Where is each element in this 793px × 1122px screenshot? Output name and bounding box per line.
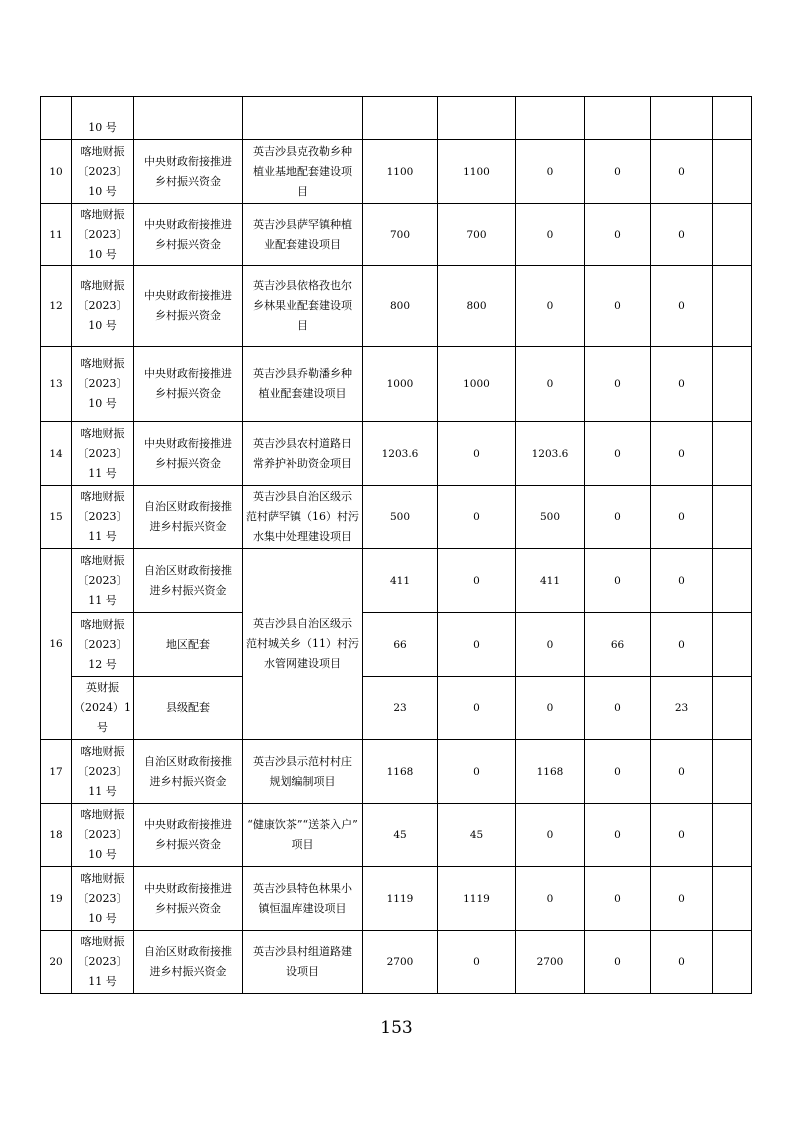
project-name-cell: 英吉沙县示范村村庄 规划编制项目 bbox=[243, 740, 363, 804]
central-amount-cell: 0 bbox=[438, 677, 516, 740]
remarks-cell bbox=[713, 549, 752, 613]
fund-source-cell bbox=[134, 97, 243, 140]
remarks-cell bbox=[713, 204, 752, 266]
fund-source-cell: 自治区财政衔接推 进乡村振兴资金 bbox=[134, 549, 243, 613]
central-amount-cell: 1119 bbox=[438, 867, 516, 931]
region-amount-cell: 1203.6 bbox=[516, 422, 585, 486]
central-amount-cell: 0 bbox=[438, 931, 516, 994]
project-name-cell bbox=[243, 97, 363, 140]
county-amount-cell: 0 bbox=[651, 347, 713, 422]
remarks-cell bbox=[713, 266, 752, 347]
county-amount-cell bbox=[651, 97, 713, 140]
central-amount-cell bbox=[438, 97, 516, 140]
row-number-cell: 13 bbox=[41, 347, 72, 422]
fund-source-cell: 自治区财政衔接推 进乡村振兴资金 bbox=[134, 740, 243, 804]
prefecture-amount-cell: 0 bbox=[585, 266, 651, 347]
doc-number-cell: 喀地财振 〔2023〕 11 号 bbox=[72, 422, 134, 486]
fund-source-cell: 地区配套 bbox=[134, 613, 243, 677]
table-row bbox=[41, 422, 752, 486]
fund-source-cell: 中央财政衔接推进 乡村振兴资金 bbox=[134, 422, 243, 486]
county-amount-cell: 0 bbox=[651, 266, 713, 347]
fund-source-cell: 县级配套 bbox=[134, 677, 243, 740]
total-amount-cell: 2700 bbox=[363, 931, 438, 994]
prefecture-amount-cell: 0 bbox=[585, 140, 651, 204]
table-row bbox=[41, 140, 752, 204]
total-amount-cell: 1119 bbox=[363, 867, 438, 931]
central-amount-cell: 1100 bbox=[438, 140, 516, 204]
table-row bbox=[41, 97, 752, 140]
region-amount-cell: 2700 bbox=[516, 931, 585, 994]
doc-number-cell: 喀地财振 〔2023〕 11 号 bbox=[72, 931, 134, 994]
row-number-cell: 10 bbox=[41, 140, 72, 204]
total-amount-cell: 1000 bbox=[363, 347, 438, 422]
region-amount-cell: 0 bbox=[516, 804, 585, 867]
project-name-cell: 英吉沙县依格孜也尔 乡林果业配套建设项 目 bbox=[243, 266, 363, 347]
prefecture-amount-cell bbox=[585, 97, 651, 140]
remarks-cell bbox=[713, 486, 752, 549]
region-amount-cell: 0 bbox=[516, 204, 585, 266]
total-amount-cell: 700 bbox=[363, 204, 438, 266]
fund-source-cell: 中央财政衔接推进 乡村振兴资金 bbox=[134, 804, 243, 867]
fund-source-cell: 自治区财政衔接推 进乡村振兴资金 bbox=[134, 486, 243, 549]
county-amount-cell: 0 bbox=[651, 613, 713, 677]
remarks-cell bbox=[713, 347, 752, 422]
table-row bbox=[41, 740, 752, 804]
table-row bbox=[41, 867, 752, 931]
project-name-cell: 英吉沙县特色林果小 镇恒温库建设项目 bbox=[243, 867, 363, 931]
prefecture-amount-cell: 0 bbox=[585, 740, 651, 804]
table-row bbox=[41, 613, 752, 677]
table-row bbox=[41, 549, 752, 613]
county-amount-cell: 0 bbox=[651, 804, 713, 867]
doc-number-cell: 喀地财振 〔2023〕 10 号 bbox=[72, 266, 134, 347]
central-amount-cell: 0 bbox=[438, 549, 516, 613]
doc-number-cell: 喀地财振 〔2023〕 10 号 bbox=[72, 347, 134, 422]
project-name-cell: 英吉沙县萨罕镇种植 业配套建设项目 bbox=[243, 204, 363, 266]
fund-source-cell: 中央财政衔接推进 乡村振兴资金 bbox=[134, 867, 243, 931]
table-row bbox=[41, 204, 752, 266]
total-amount-cell: 66 bbox=[363, 613, 438, 677]
prefecture-amount-cell: 0 bbox=[585, 204, 651, 266]
remarks-cell bbox=[713, 740, 752, 804]
row-number-cell: 14 bbox=[41, 422, 72, 486]
table-row bbox=[41, 266, 752, 347]
project-name-cell: 英吉沙县乔勒潘乡种 植业配套建设项目 bbox=[243, 347, 363, 422]
project-name-cell: 英吉沙县村组道路建 设项目 bbox=[243, 931, 363, 994]
fund-allocation-table bbox=[40, 96, 752, 994]
county-amount-cell: 0 bbox=[651, 486, 713, 549]
doc-number-cell: 喀地财振 〔2023〕 11 号 bbox=[72, 549, 134, 613]
row-number-cell: 15 bbox=[41, 486, 72, 549]
table-row bbox=[41, 804, 752, 867]
project-name-cell: “健康饮茶”“送茶入户” 项目 bbox=[243, 804, 363, 867]
remarks-cell bbox=[713, 804, 752, 867]
table-row bbox=[41, 931, 752, 994]
doc-number-cell: 喀地财振 〔2023〕 10 号 bbox=[72, 140, 134, 204]
total-amount-cell: 23 bbox=[363, 677, 438, 740]
prefecture-amount-cell: 0 bbox=[585, 867, 651, 931]
doc-number-cell: 10 号 bbox=[72, 97, 134, 140]
prefecture-amount-cell: 0 bbox=[585, 422, 651, 486]
total-amount-cell: 800 bbox=[363, 266, 438, 347]
project-name-cell: 英吉沙县自治区级示 范村城关乡（11）村污 水管网建设项目 bbox=[243, 549, 363, 740]
central-amount-cell: 1000 bbox=[438, 347, 516, 422]
total-amount-cell: 45 bbox=[363, 804, 438, 867]
prefecture-amount-cell: 0 bbox=[585, 486, 651, 549]
total-amount-cell: 1203.6 bbox=[363, 422, 438, 486]
total-amount-cell bbox=[363, 97, 438, 140]
central-amount-cell: 0 bbox=[438, 422, 516, 486]
fund-source-cell: 中央财政衔接推进 乡村振兴资金 bbox=[134, 204, 243, 266]
row-number-cell: 16 bbox=[41, 549, 72, 740]
region-amount-cell: 411 bbox=[516, 549, 585, 613]
remarks-cell bbox=[713, 613, 752, 677]
row-number-cell bbox=[41, 97, 72, 140]
page-number: 153 bbox=[380, 1018, 413, 1038]
region-amount-cell: 0 bbox=[516, 347, 585, 422]
doc-number-cell: 喀地财振 〔2023〕 11 号 bbox=[72, 486, 134, 549]
row-number-cell: 11 bbox=[41, 204, 72, 266]
prefecture-amount-cell: 66 bbox=[585, 613, 651, 677]
central-amount-cell: 0 bbox=[438, 486, 516, 549]
doc-number-cell: 英财振 （2024）1 号 bbox=[72, 677, 134, 740]
row-number-cell: 19 bbox=[41, 867, 72, 931]
county-amount-cell: 0 bbox=[651, 204, 713, 266]
row-number-cell: 18 bbox=[41, 804, 72, 867]
fund-source-cell: 中央财政衔接推进 乡村振兴资金 bbox=[134, 347, 243, 422]
county-amount-cell: 0 bbox=[651, 931, 713, 994]
prefecture-amount-cell: 0 bbox=[585, 804, 651, 867]
county-amount-cell: 0 bbox=[651, 867, 713, 931]
remarks-cell bbox=[713, 422, 752, 486]
row-number-cell: 20 bbox=[41, 931, 72, 994]
project-name-cell: 英吉沙县农村道路日 常养护补助资金项目 bbox=[243, 422, 363, 486]
central-amount-cell: 0 bbox=[438, 740, 516, 804]
fund-source-cell: 中央财政衔接推进 乡村振兴资金 bbox=[134, 140, 243, 204]
region-amount-cell: 0 bbox=[516, 266, 585, 347]
doc-number-cell: 喀地财振 〔2023〕 10 号 bbox=[72, 204, 134, 266]
row-number-cell: 12 bbox=[41, 266, 72, 347]
total-amount-cell: 500 bbox=[363, 486, 438, 549]
fund-source-cell: 中央财政衔接推进 乡村振兴资金 bbox=[134, 266, 243, 347]
total-amount-cell: 1100 bbox=[363, 140, 438, 204]
doc-number-cell: 喀地财振 〔2023〕 10 号 bbox=[72, 804, 134, 867]
project-name-cell: 英吉沙县克孜勒乡种 植业基地配套建设项 目 bbox=[243, 140, 363, 204]
doc-number-cell: 喀地财振 〔2023〕 12 号 bbox=[72, 613, 134, 677]
remarks-cell bbox=[713, 867, 752, 931]
doc-number-cell: 喀地财振 〔2023〕 10 号 bbox=[72, 867, 134, 931]
county-amount-cell: 0 bbox=[651, 140, 713, 204]
table-row bbox=[41, 677, 752, 740]
prefecture-amount-cell: 0 bbox=[585, 549, 651, 613]
row-number-cell: 17 bbox=[41, 740, 72, 804]
prefecture-amount-cell: 0 bbox=[585, 677, 651, 740]
central-amount-cell: 700 bbox=[438, 204, 516, 266]
region-amount-cell bbox=[516, 97, 585, 140]
region-amount-cell: 0 bbox=[516, 613, 585, 677]
region-amount-cell: 1168 bbox=[516, 740, 585, 804]
region-amount-cell: 500 bbox=[516, 486, 585, 549]
county-amount-cell: 0 bbox=[651, 740, 713, 804]
table-row bbox=[41, 486, 752, 549]
fund-source-cell: 自治区财政衔接推 进乡村振兴资金 bbox=[134, 931, 243, 994]
remarks-cell bbox=[713, 931, 752, 994]
remarks-cell bbox=[713, 677, 752, 740]
county-amount-cell: 23 bbox=[651, 677, 713, 740]
prefecture-amount-cell: 0 bbox=[585, 347, 651, 422]
total-amount-cell: 411 bbox=[363, 549, 438, 613]
doc-number-cell: 喀地财振 〔2023〕 11 号 bbox=[72, 740, 134, 804]
central-amount-cell: 45 bbox=[438, 804, 516, 867]
county-amount-cell: 0 bbox=[651, 549, 713, 613]
total-amount-cell: 1168 bbox=[363, 740, 438, 804]
county-amount-cell: 0 bbox=[651, 422, 713, 486]
central-amount-cell: 800 bbox=[438, 266, 516, 347]
region-amount-cell: 0 bbox=[516, 140, 585, 204]
prefecture-amount-cell: 0 bbox=[585, 931, 651, 994]
region-amount-cell: 0 bbox=[516, 677, 585, 740]
remarks-cell bbox=[713, 140, 752, 204]
remarks-cell bbox=[713, 97, 752, 140]
project-name-cell: 英吉沙县自治区级示 范村萨罕镇（16）村污 水集中处理建设项目 bbox=[243, 486, 363, 549]
table-row bbox=[41, 347, 752, 422]
central-amount-cell: 0 bbox=[438, 613, 516, 677]
region-amount-cell: 0 bbox=[516, 867, 585, 931]
